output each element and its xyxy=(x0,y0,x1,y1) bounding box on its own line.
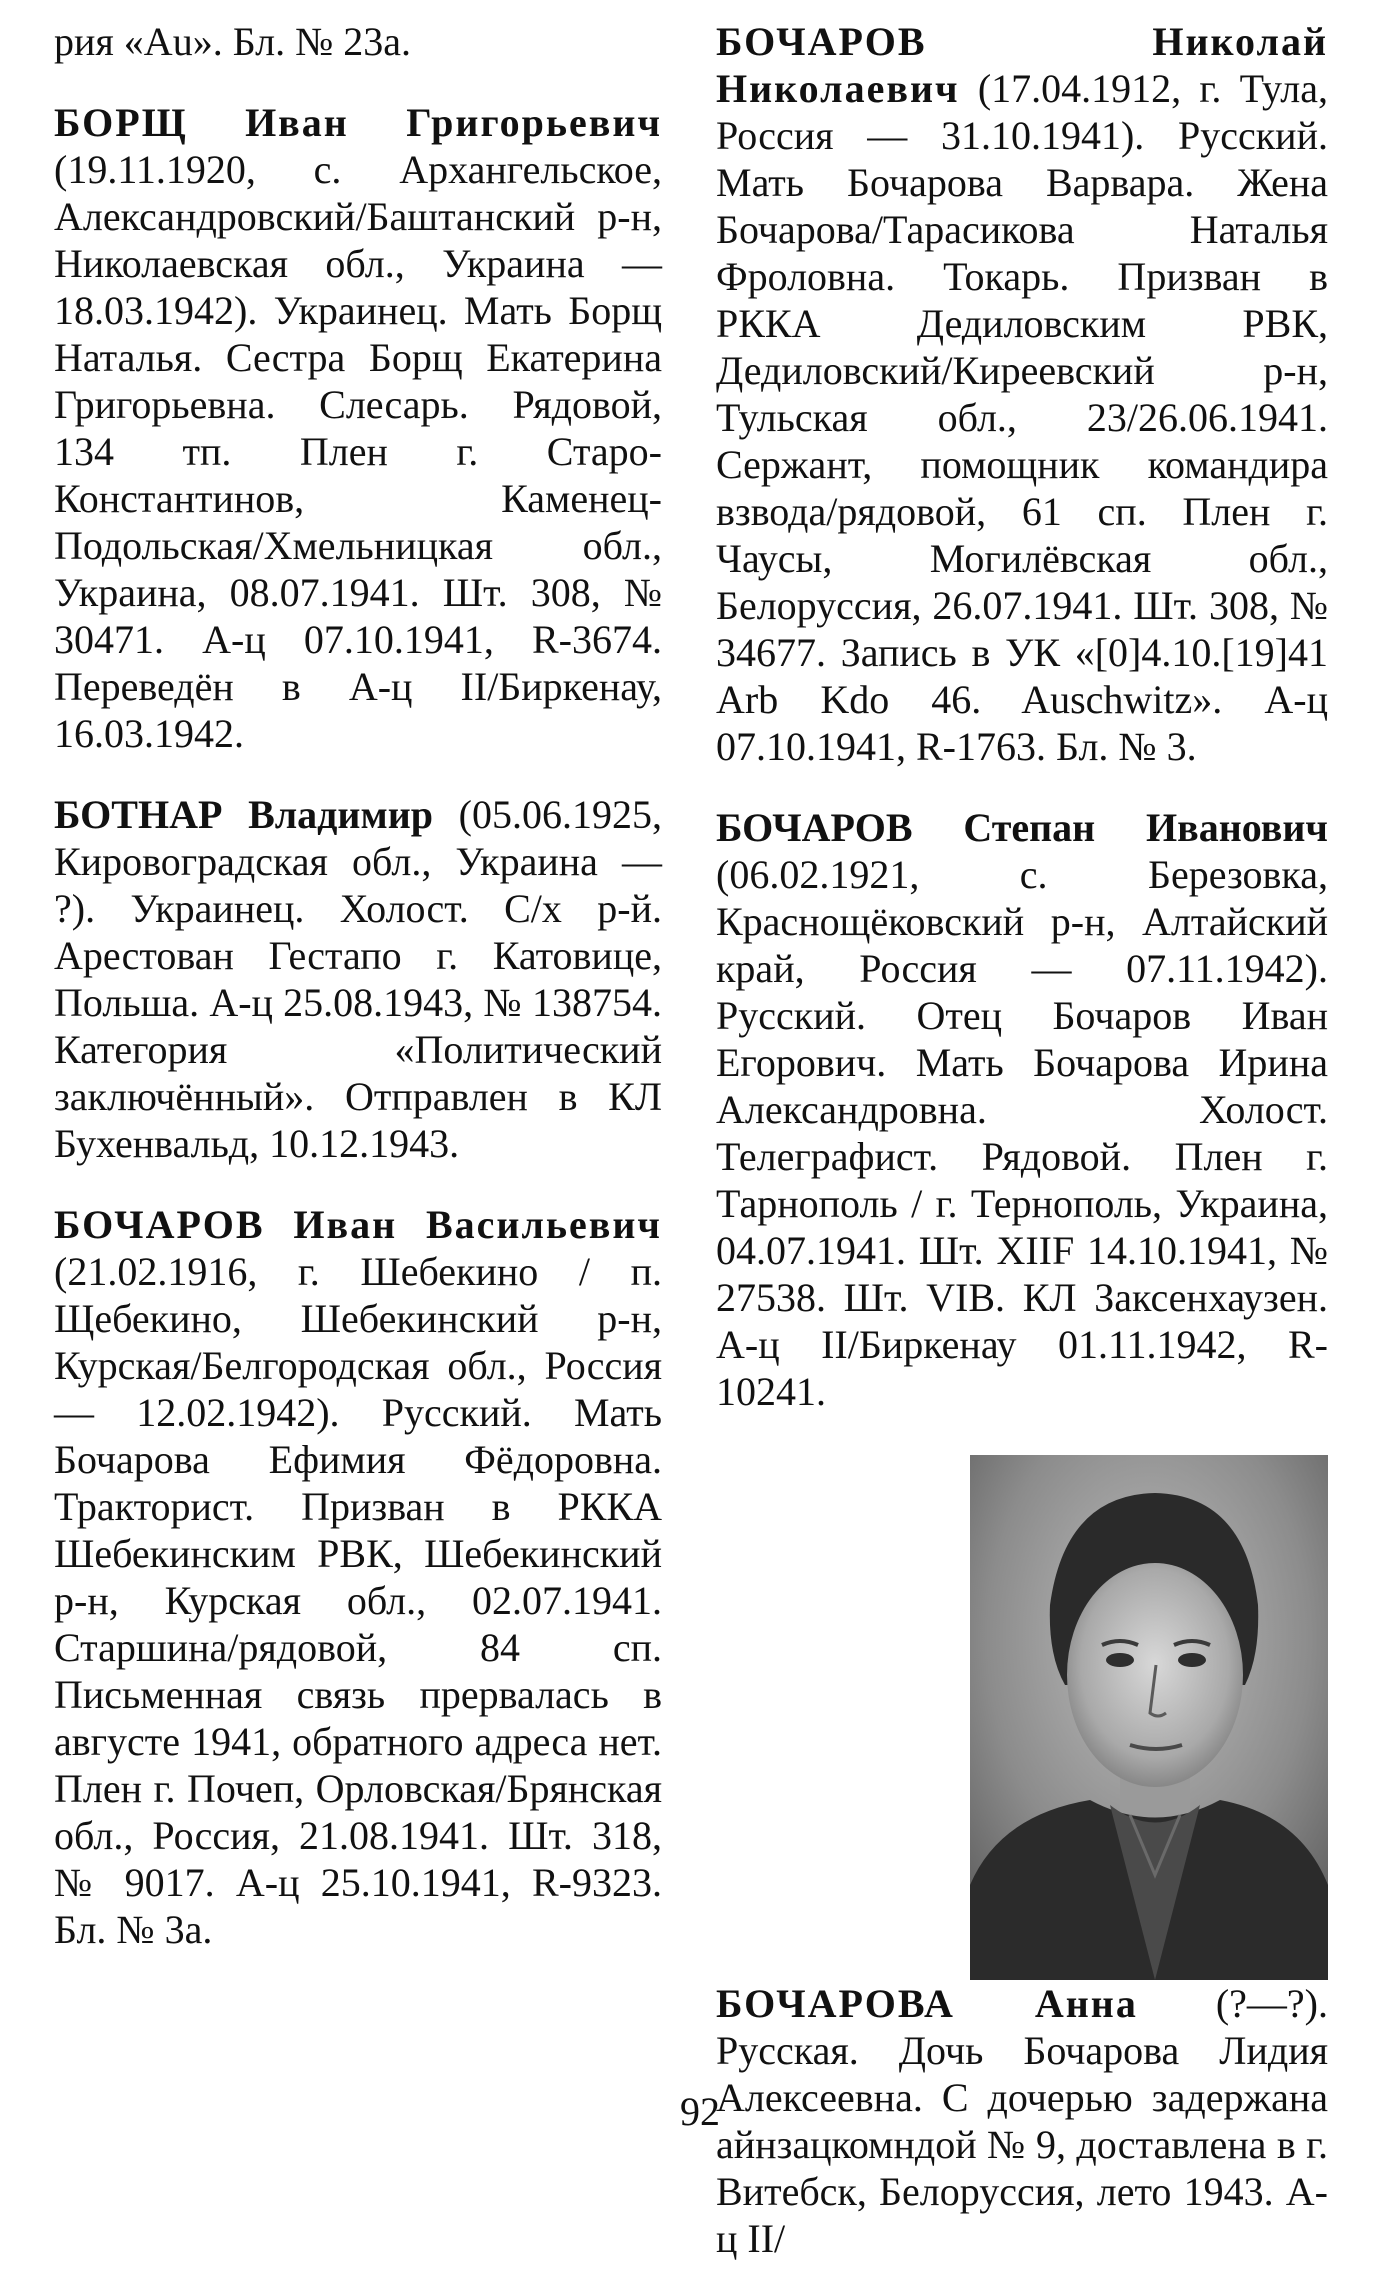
entry-bocharova-anna xyxy=(716,1449,1328,2262)
entry-name: БОРЩ Иван Григорьевич xyxy=(54,100,662,145)
entry-body: (05.06.1925, Кировоградская обл., Украина — ?). Украинец. Холост. С/х р-й. Арестован Гестапо г. Катовице, Польша. А-ц 25.08.1943, № 138754. Категория «Политический заключённый». Отправлен в КЛ Бухенвальд, 10.12.1943. xyxy=(54,792,662,1166)
entry-name: БОЧАРОВА Анна xyxy=(716,1981,1138,2026)
entry-body: (?—?). Русская. Дочь Бочарова Лидия Алексеевна. С дочерью задержана айнзацкомндой № 9, доставлена в г. Витебск, Белоруссия, лето 1943. А-ц II/ xyxy=(716,1981,1328,2261)
entry-name: БОЧАРОВ Николай Николаевич xyxy=(716,19,1328,111)
entry-name: БОТНАР Владимир xyxy=(54,792,434,837)
entry-bocharov-nikolai xyxy=(716,18,1328,770)
entry-name: БОЧАРОВ Иван Васильевич xyxy=(54,1202,662,1247)
page-number: 92 xyxy=(680,2089,720,2134)
entry-body: (17.04.1912, г. Тула, Россия — 31.10.1941). Русский. Мать Бочарова Варвара. Жена Бочарова/Тарасикова Наталья Фроловна. Токарь. Призван в РККА Дедиловским РВК, Дедиловский/Киреевский р-н, Тульская обл., 23/26.06.1941. Сержант, помощник командира взвода/рядовой, 61 сп. Плен г. Чаусы, Могилёвская обл., Белоруссия, 26.07.1941. Шт. 308, № 34677. Запись в УК «[0]4.10.[19]41 Arb Kdo 46. Auschwitz». А-ц 07.10.1941, R-1763. Бл. № 3. xyxy=(716,66,1328,769)
entry-bocharov-ivan xyxy=(54,1201,662,1953)
portrait-photo-icon xyxy=(970,1455,1328,1980)
portrait-photo xyxy=(970,1455,1328,1980)
entry-bocharov-stepan xyxy=(716,804,1328,1415)
entry-botnar xyxy=(54,791,662,1167)
entry-body: (19.11.1920, с. Архангельское, Александровский/Баштанский р-н, Николаевская обл., Украина — 18.03.1942). Украинец. Мать Борщ Наталья. Сестра Борщ Екатерина Григорьевна. Слесарь. Рядовой, 134 тп. Плен г. Старо-Константинов, Каменец-Подольская/Хмельницкая обл., Украина, 08.07.1941. Шт. 308, № 30471. А-ц 07.10.1941, R-3674. Переведён в А-ц II/Биркенау, 16.03.1942. xyxy=(54,147,662,756)
left-column xyxy=(54,18,662,1987)
entry-body: (21.02.1916, г. Шебекино / п. Щебекино, Шебекинский р-н, Курская/Белгородская обл., Россия — 12.02.1942). Русский. Мать Бочарова Ефимия Фёдоровна. Тракторист. Призван в РККА Шебекинским РВК, Шебекинский р-н, Курская обл., 02.07.1941. Старшина/рядовой, 84 сп. Письменная связь прервалась в августе 1941, обратного адреса нет. Плен г. Почеп, Орловская/Брянская обл., Россия, 21.08.1941. Шт. 318, № 9017. А-ц 25.10.1941, R-9323. Бл. № 3а. xyxy=(54,1249,662,1952)
entry-borsch xyxy=(54,99,662,757)
right-column xyxy=(716,18,1328,2296)
entry-name: БОЧАРОВ Степан Иванович xyxy=(716,805,1328,850)
continuation-text xyxy=(54,18,662,65)
continuation-body: рия «Au». Бл. № 23а. xyxy=(54,19,412,64)
entry-body: (06.02.1921, с. Березовка, Краснощёковский р-н, Алтайский край, Россия — 07.11.1942). Русский. Отец Бочаров Иван Егорович. Мать Бочарова Ирина Александровна. Холост. Телеграфист. Рядовой. Плен г. Тарнополь / г. Тернополь, Украина, 04.07.1941. Шт. XIIF 14.10.1941, № 27538. Шт. VIB. КЛ Заксенхаузен. А-ц II/Биркенау 01.11.1942, R-10241. xyxy=(716,852,1328,1414)
